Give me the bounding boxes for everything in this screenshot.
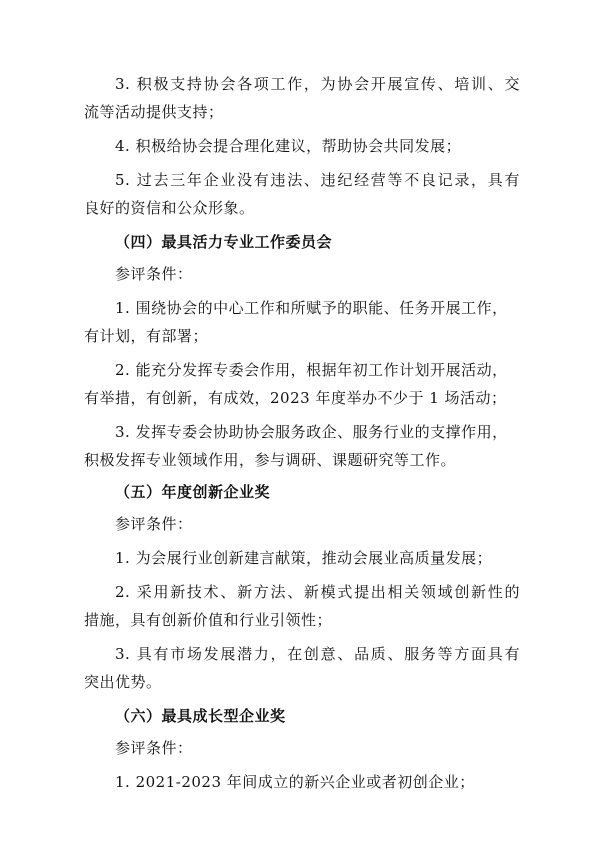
section-5-heading: （五）年度创新企业奖 [115, 483, 271, 501]
section-4-item-2-line-2: 有举措，有创新，有成效，2023 年度举办不少于 1 场活动； [84, 389, 507, 407]
section-4-heading: （四）最具活力专业工作委员会 [115, 233, 333, 251]
item-5-record-line-2: 良好的资信和公众形象。 [84, 199, 255, 217]
section-5-item-1: 1. 为会展行业创新建言献策，推动会展业高质量发展； [115, 549, 493, 567]
section-4-item-1-line-2: 有计划，有部署； [84, 327, 209, 345]
section-4-item-1-line-1: 1. 围绕协会的中心工作和所赋予的职能、任务开展工作， [115, 299, 508, 317]
section-5-item-2-line-1: 2. 采用新技术、新方法、新模式提出相关领域创新性的 [115, 583, 520, 601]
section-5-item-3-line-1: 3. 具有市场发展潜力，在创意、品质、服务等方面具有 [115, 645, 520, 663]
document-page [84, 74, 520, 792]
section-5-item-2-line-2: 措施，具有创新价值和行业引领性； [84, 611, 333, 629]
section-5-item-3-line-2: 突出优势。 [84, 673, 162, 691]
item-4-suggestions: 4. 积极给协会提合理化建议，帮助协会共同发展； [115, 137, 462, 155]
item-5-record-line-1: 5. 过去三年企业没有违法、违纪经营等不良记录，具有 [115, 171, 520, 189]
section-6-heading: （六）最具成长型企业奖 [115, 707, 286, 725]
section-4-criteria-label: 参评条件： [115, 265, 193, 283]
section-6-criteria-label: 参评条件： [115, 739, 193, 757]
item-3-support-line-1: 3. 积极支持协会各项工作，为协会开展宣传、培训、交 [115, 75, 520, 93]
section-5-criteria-label: 参评条件： [115, 515, 193, 533]
section-4-item-3-line-2: 积极发挥专业领域作用，参与调研、课题研究等工作。 [84, 451, 457, 469]
section-6-item-1: 1. 2021-2023 年间成立的新兴企业或者初创企业； [115, 773, 475, 791]
section-4-item-2-line-1: 2. 能充分发挥专委会作用，根据年初工作计划开展活动， [115, 361, 508, 379]
section-4-item-3-line-1: 3. 发挥专委会协助协会服务政企、服务行业的支撑作用， [115, 423, 508, 441]
item-3-support-line-2: 流等活动提供支持； [84, 103, 224, 121]
